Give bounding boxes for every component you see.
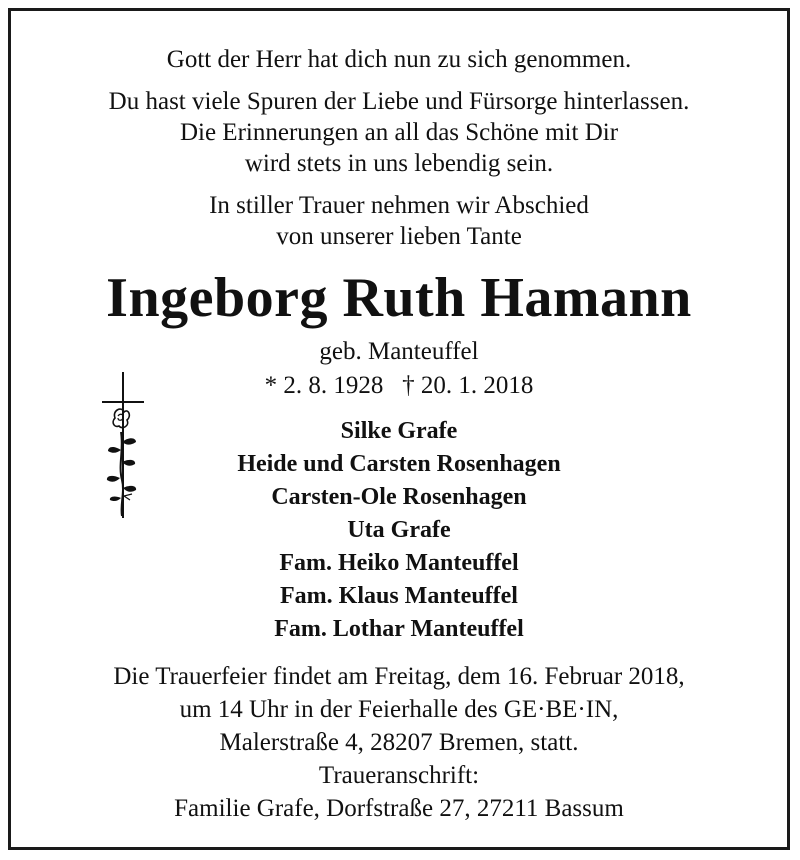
deceased-name: Ingeborg Ruth Hamann xyxy=(106,267,692,329)
mourner-7: Fam. Lothar Manteuffel xyxy=(274,616,524,642)
service-line-2: um 14 Uhr in der Feierhalle des GE·BE·IN, xyxy=(179,696,619,723)
verse-line-2: Du hast viele Spuren der Liebe und Fürsorge hinterlassen. xyxy=(108,88,690,115)
service-line-3: Malerstraße 4, 28207 Bremen, statt. xyxy=(219,729,579,756)
service-line-4: Traueranschrift: xyxy=(318,762,480,789)
mourner-6: Fam. Klaus Manteuffel xyxy=(280,583,518,609)
service-line-1: Die Trauerfeier findet am Freitag, dem 16. Februar 2018, xyxy=(113,663,685,690)
life-dates: * 2. 8. 1928 † 20. 1. 2018 xyxy=(264,372,534,399)
maiden-name: geb. Manteuffel xyxy=(319,338,479,365)
verse-line-1: Gott der Herr hat dich nun zu sich genommen. xyxy=(166,46,632,73)
mourner-4: Uta Grafe xyxy=(347,517,451,543)
mourner-3: Carsten-Ole Rosenhagen xyxy=(271,484,527,510)
obituary-notice xyxy=(8,8,790,850)
mourner-5: Fam. Heiko Manteuffel xyxy=(279,550,519,576)
service-line-5: Familie Grafe, Dorfstraße 27, 27211 Bassum xyxy=(174,795,624,822)
mourner-2: Heide und Carsten Rosenhagen xyxy=(237,451,561,477)
cross-with-rose-icon xyxy=(100,370,156,520)
verse-line-4: wird stets in uns lebendig sein. xyxy=(244,150,554,177)
intro-line-2: von unserer lieben Tante xyxy=(276,223,522,250)
intro-line-1: In stiller Trauer nehmen wir Abschied xyxy=(209,192,589,219)
verse-line-3: Die Erinnerungen an all das Schöne mit Dir xyxy=(179,119,619,146)
mourner-1: Silke Grafe xyxy=(340,418,458,444)
